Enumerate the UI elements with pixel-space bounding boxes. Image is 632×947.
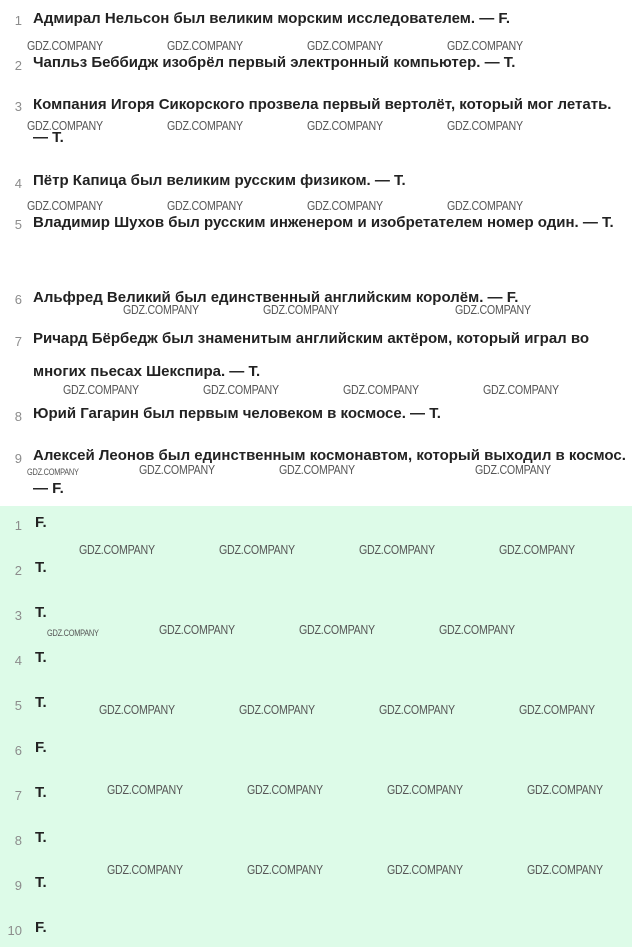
watermark: GDZ.COMPANY — [99, 702, 175, 717]
answer-number: 7 — [14, 788, 22, 803]
watermark: GDZ.COMPANY — [263, 302, 339, 317]
answer-number: 8 — [14, 833, 22, 848]
statement-number: 2 — [14, 58, 22, 73]
watermark: GDZ.COMPANY — [107, 782, 183, 797]
watermark: GDZ.COMPANY — [519, 702, 595, 717]
answer-number: 1 — [14, 518, 22, 533]
answer-text: F. — [35, 739, 47, 756]
watermark: GDZ.COMPANY — [439, 622, 515, 637]
watermark: GDZ.COMPANY — [279, 462, 355, 477]
watermark: GDZ.COMPANY — [447, 198, 523, 213]
watermark: GDZ.COMPANY — [447, 118, 523, 133]
watermark: GDZ.COMPANY — [527, 782, 603, 797]
watermark: GDZ.COMPANY — [27, 198, 103, 213]
answer-text: T. — [35, 604, 47, 621]
answer-number: 9 — [14, 878, 22, 893]
watermark: GDZ.COMPANY — [475, 462, 551, 477]
watermark: GDZ.COMPANY — [27, 38, 103, 53]
watermark: GDZ.COMPANY — [47, 628, 99, 638]
watermark: GDZ.COMPANY — [359, 542, 435, 557]
answer-text: T. — [35, 559, 47, 576]
statement-number: 9 — [14, 451, 22, 466]
statement-text: Чапльз Беббидж изобрёл первый электронный компьютер. — T. — [33, 54, 516, 71]
watermark: GDZ.COMPANY — [27, 467, 79, 477]
statement-number: 1 — [14, 13, 22, 28]
statement-text: Пётр Капица был великим русским физиком. — T. — [33, 172, 406, 189]
statement-text: Владимир Шухов был русским инженером и изобретателем номер один. — T. — [33, 214, 614, 231]
statement-text: Альфред Великий был единственный английским королём. — F. — [33, 289, 519, 306]
answer-number: 6 — [14, 743, 22, 758]
watermark: GDZ.COMPANY — [247, 782, 323, 797]
watermark: GDZ.COMPANY — [203, 382, 279, 397]
watermark: GDZ.COMPANY — [167, 118, 243, 133]
watermark: GDZ.COMPANY — [27, 118, 103, 133]
answer-number: 2 — [14, 563, 22, 578]
answer-text: T. — [35, 649, 47, 666]
watermark: GDZ.COMPANY — [343, 382, 419, 397]
answer-text: T. — [35, 829, 47, 846]
watermark: GDZ.COMPANY — [107, 862, 183, 877]
watermark: GDZ.COMPANY — [123, 302, 199, 317]
answer-number: 3 — [14, 608, 22, 623]
watermark: GDZ.COMPANY — [239, 702, 315, 717]
statement-text: Ричард Бёрбедж был знаменитым английским актёром, который играл во многих пьесах Шекспира. — T. — [33, 330, 590, 380]
statement-number: 7 — [14, 334, 22, 349]
watermark: GDZ.COMPANY — [527, 862, 603, 877]
watermark: GDZ.COMPANY — [499, 542, 575, 557]
watermark: GDZ.COMPANY — [299, 622, 375, 637]
statement-text: Алексей Леонов был единственным космонавтом, который выходил в космос. — F. — [33, 447, 626, 497]
statement-number: 4 — [14, 176, 22, 191]
watermark: GDZ.COMPANY — [387, 862, 463, 877]
watermark: GDZ.COMPANY — [307, 118, 383, 133]
statement-text: Компания Игоря Сикорского прозвела первый вертолёт, который мог летать. — T. — [33, 96, 612, 146]
watermark: GDZ.COMPANY — [219, 542, 295, 557]
answer-text: T. — [35, 784, 47, 801]
watermark: GDZ.COMPANY — [307, 198, 383, 213]
watermark: GDZ.COMPANY — [79, 542, 155, 557]
watermark: GDZ.COMPANY — [483, 382, 559, 397]
statement-number: 5 — [14, 217, 22, 232]
answer-text: F. — [35, 514, 47, 531]
answer-text: F. — [35, 919, 47, 936]
statement-number: 3 — [14, 99, 22, 114]
answer-number: 5 — [14, 698, 22, 713]
statement-text: Юрий Гагарин был первым человеком в космосе. — T. — [33, 405, 441, 422]
watermark: GDZ.COMPANY — [307, 38, 383, 53]
watermark: GDZ.COMPANY — [167, 198, 243, 213]
answers-section — [0, 506, 632, 947]
watermark: GDZ.COMPANY — [167, 38, 243, 53]
watermark: GDZ.COMPANY — [447, 38, 523, 53]
answer-text: T. — [35, 694, 47, 711]
statement-number: 8 — [14, 409, 22, 424]
answer-number: 10 — [7, 923, 22, 938]
answer-text: T. — [35, 874, 47, 891]
watermark: GDZ.COMPANY — [247, 862, 323, 877]
watermark: GDZ.COMPANY — [379, 702, 455, 717]
watermark: GDZ.COMPANY — [159, 622, 235, 637]
statement-text: Адмирал Нельсон был великим морским исследователем. — F. — [33, 10, 511, 27]
watermark: GDZ.COMPANY — [63, 382, 139, 397]
watermark: GDZ.COMPANY — [455, 302, 531, 317]
watermark: GDZ.COMPANY — [139, 462, 215, 477]
statement-number: 6 — [14, 292, 22, 307]
answer-number: 4 — [14, 653, 22, 668]
watermark: GDZ.COMPANY — [387, 782, 463, 797]
